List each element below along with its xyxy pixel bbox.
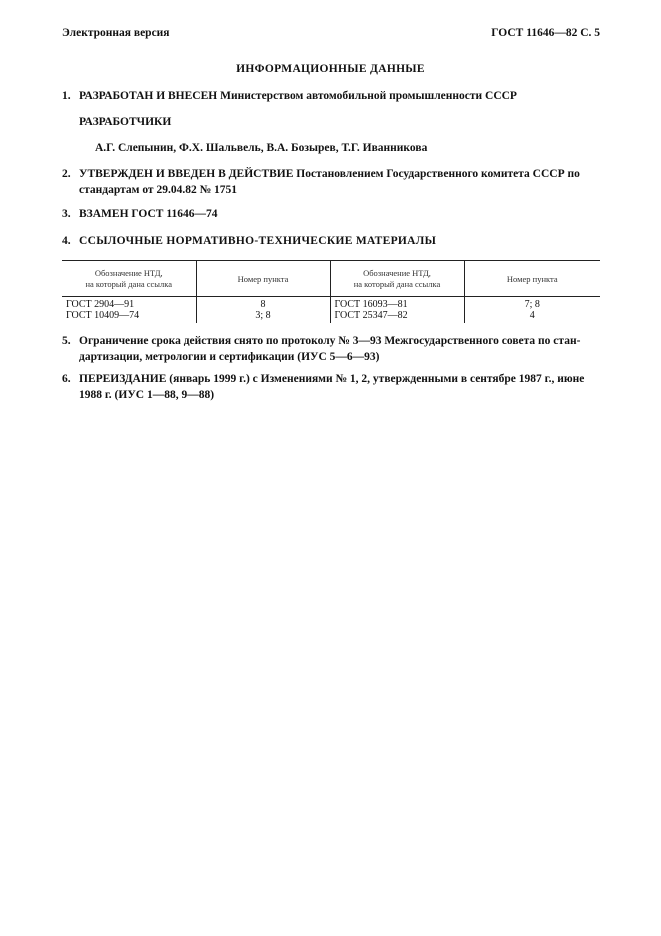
col-header-doc-2: Обозначение НТД, на который дана ссылка [330,261,464,297]
item-2-line1: УТВЕРЖДЕН И ВВЕДЕН В ДЕЙСТВИЕ Постановлением Государственного комитета СССР по [79,168,580,180]
header-left: Электронная версия [62,27,170,39]
cell-item-2: 4 [464,310,600,323]
developers-list: А.Г. Слепынин, Ф.Х. Шальвель, В.А. Бозырев, Т.Г. Иванникова [95,142,428,154]
table-header-row [62,261,600,297]
cell-doc-1: ГОСТ 2904—91 [66,299,135,310]
item-4-number: 4. [62,235,71,247]
item-2-number: 2. [62,168,71,180]
item-5-number: 5. [62,335,71,347]
item-1-number: 1. [62,90,71,102]
cell-item-1: 8 [196,297,330,311]
col-header-item-2: Номер пункта [464,261,600,297]
item-5-line1: Ограничение срока действия снято по протоколу № 3—93 Межгосударственного совета по стан- [79,335,581,347]
item-6-number: 6. [62,373,71,385]
cell-doc-1: ГОСТ 10409—74 [66,310,140,321]
cell-item-1: 3; 8 [196,310,330,323]
item-3-text: ВЗАМЕН ГОСТ 11646—74 [79,208,218,220]
table-row [62,297,600,311]
item-1-text: РАЗРАБОТАН И ВНЕСЕН Министерством автомобильной промышленности СССР [79,90,517,102]
ntd-table [62,260,600,323]
cell-item-2: 7; 8 [464,297,600,311]
col-header-doc-1: Обозначение НТД, на который дана ссылка [62,261,196,297]
col-header-item-1: Номер пункта [196,261,330,297]
item-5-line2: дартизации, метрологии и сертификации (ИУС 5—6—93) [79,351,380,363]
item-4-text: ССЫЛОЧНЫЕ НОРМАТИВНО-ТЕХНИЧЕСКИЕ МАТЕРИАЛЫ [79,235,437,247]
developers-label: РАЗРАБОТЧИКИ [79,116,172,128]
header-right: ГОСТ 11646—82 С. 5 [491,27,600,39]
item-6-line2: 1988 г. (ИУС 1—88, 9—88) [79,389,215,401]
cell-doc-2: ГОСТ 16093—81 [330,297,464,311]
item-2-line2: стандартам от 29.04.82 № 1751 [79,184,238,196]
item-6-line1: ПЕРЕИЗДАНИЕ (январь 1999 г.) с Изменениями № 1, 2, утвержденными в сентябре 1987 г., июне [79,373,585,385]
table-row [62,310,600,323]
page-title: ИНФОРМАЦИОННЫЕ ДАННЫЕ [236,63,425,75]
cell-doc-2: ГОСТ 25347—82 [330,310,464,323]
item-3-number: 3. [62,208,71,220]
